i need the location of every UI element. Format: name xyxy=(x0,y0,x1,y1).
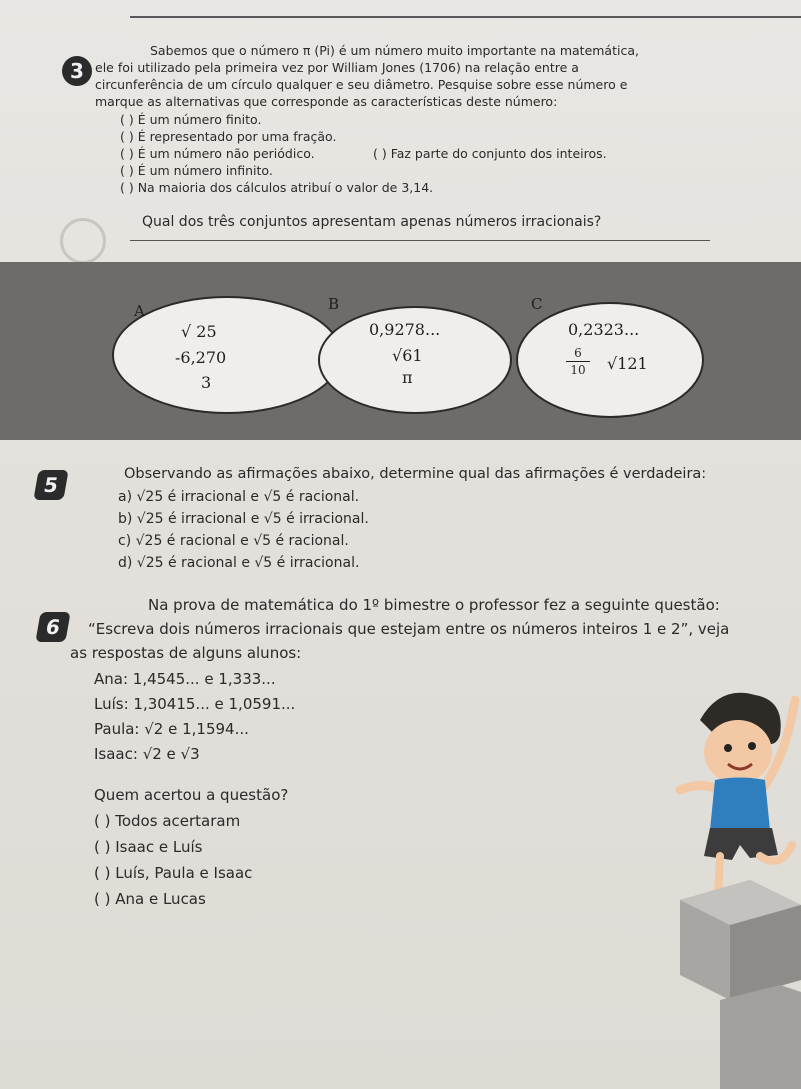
top-rule xyxy=(130,16,801,18)
q6-option-ana-lucas[interactable]: ( ) Ana e Lucas xyxy=(94,890,206,908)
q3-line-4: marque as alternativas que corresponde as características deste número: xyxy=(95,94,558,109)
set-c-fraction xyxy=(566,346,590,377)
q3-option-integers[interactable]: ( ) Faz parte do conjunto dos inteiros. xyxy=(373,146,607,161)
q6-option-luis-paula-isaac[interactable]: ( ) Luís, Paula e Isaac xyxy=(94,864,253,882)
q3-option-fraction[interactable]: ( ) É representado por uma fração. xyxy=(120,129,337,144)
answer-line[interactable] xyxy=(130,240,710,241)
question-5-prompt: Observando as afirmações abaixo, determine qual das afirmações é verdadeira: xyxy=(124,466,707,482)
set-b-item-1: 0,9278... xyxy=(369,320,441,339)
fraction-denominator: 10 xyxy=(570,363,586,377)
question-5-number: 5 xyxy=(41,473,61,497)
q6-intro-line-1: Na prova de matemática do 1º bimestre o professor fez a seguinte questão: xyxy=(148,596,720,614)
set-c-item-1: 0,2323... xyxy=(568,320,640,339)
question-3-number: 3 xyxy=(70,59,84,83)
question-4-badge-faded xyxy=(60,218,106,264)
q3-option-finite[interactable]: ( ) É um número finito. xyxy=(120,112,262,127)
set-a-item-2: -6,270 xyxy=(175,348,227,367)
question-5-badge xyxy=(33,470,68,500)
kid-illustration xyxy=(660,680,801,1089)
q3-line-2: ele foi utilizado pela primeira vez por William Jones (1706) na relação entre a xyxy=(95,60,579,75)
q6-answer-paula: Paula: √2 e 1,1594... xyxy=(94,720,249,738)
question-6-number: 6 xyxy=(43,615,63,639)
q5-option-d[interactable]: d) √25 é racional e √5 é irracional. xyxy=(118,555,360,571)
q6-intro-line-2: “Escreva dois números irracionais que estejam entre os números inteiros 1 e 2”, veja xyxy=(88,620,730,638)
set-a-item-3: 3 xyxy=(201,373,212,392)
q5-option-a[interactable]: a) √25 é irracional e √5 é racional. xyxy=(118,489,360,505)
q3-line-3: circunferência de um círculo qualquer e seu diâmetro. Pesquise sobre esse número e xyxy=(95,77,628,92)
set-b-item-3: π xyxy=(402,368,413,387)
set-a-ellipse xyxy=(112,296,342,414)
q3-line-1: Sabemos que o número π (Pi) é um número muito importante na matemática, xyxy=(150,43,639,58)
set-b-label: B xyxy=(328,295,340,313)
question-3-badge xyxy=(62,56,92,86)
set-c-label: C xyxy=(531,295,543,313)
q5-option-c[interactable]: c) √25 é racional e √5 é racional. xyxy=(118,533,349,549)
set-c-item-4: √121 xyxy=(607,354,648,373)
q3-option-non-periodic[interactable]: ( ) É um número não periódico. xyxy=(120,146,315,161)
fraction-numerator: 6 xyxy=(574,346,582,360)
sets-figure xyxy=(0,262,801,440)
q6-option-all[interactable]: ( ) Todos acertaram xyxy=(94,812,241,830)
q6-answer-ana: Ana: 1,4545... e 1,333... xyxy=(94,670,276,688)
question-6-badge xyxy=(35,612,70,642)
set-b-item-2: √61 xyxy=(392,346,423,365)
q6-question: Quem acertou a questão? xyxy=(94,786,289,804)
q6-answer-isaac: Isaac: √2 e √3 xyxy=(94,745,200,763)
set-a-label: A xyxy=(134,302,145,320)
q6-answer-luis: Luís: 1,30415... e 1,0591... xyxy=(94,695,296,713)
q6-intro-line-3: as respostas de alguns alunos: xyxy=(70,644,302,662)
q3-option-3-14[interactable]: ( ) Na maioria dos cálculos atribuí o valor de 3,14. xyxy=(120,180,434,195)
question-4-text: Qual dos três conjuntos apresentam apenas números irracionais? xyxy=(142,214,602,230)
fraction-bar xyxy=(566,361,590,362)
q3-option-infinite[interactable]: ( ) É um número infinito. xyxy=(120,163,273,178)
q5-option-b[interactable]: b) √25 é irracional e √5 é irracional. xyxy=(118,511,369,527)
set-a-item-1: √ 25 xyxy=(181,322,217,341)
q6-option-isaac-luis[interactable]: ( ) Isaac e Luís xyxy=(94,838,203,856)
